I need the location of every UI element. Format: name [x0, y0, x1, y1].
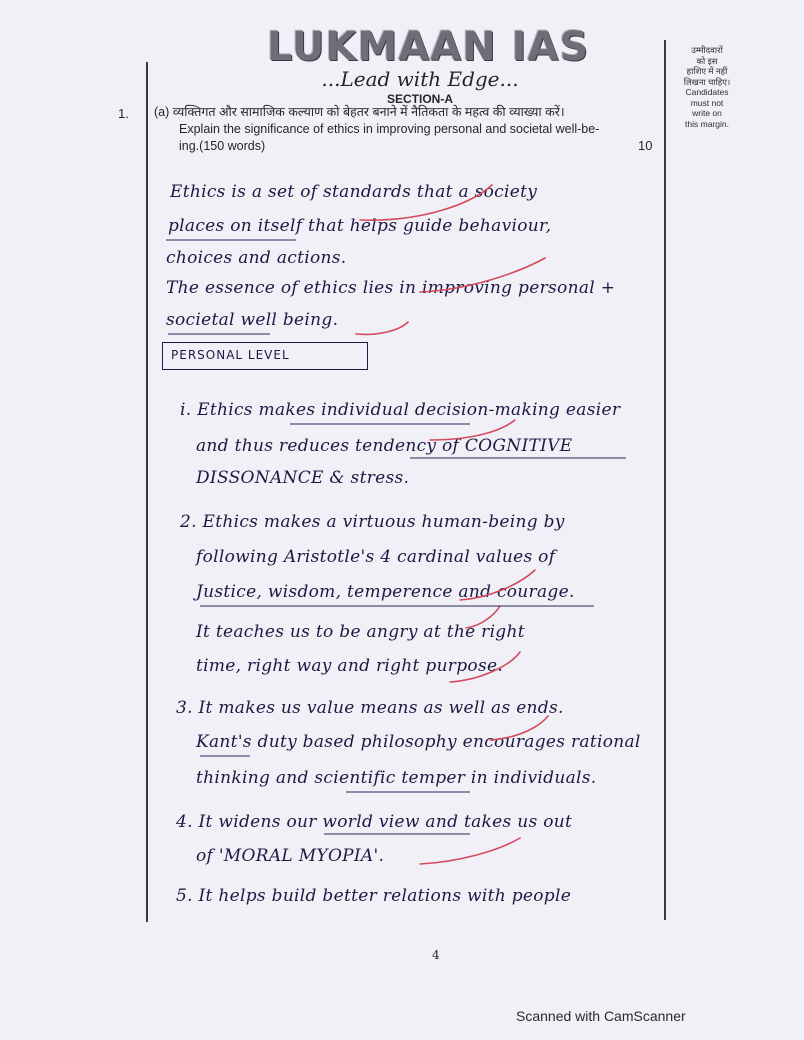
answer-line: Kant's duty based philosophy encourages rational: [196, 732, 641, 752]
red-tick-mark: [360, 185, 492, 220]
lukmaan-ias-logo: LUKMAAN IAS: [266, 24, 590, 70]
answer-line: 4. It widens our world view and takes us out: [176, 812, 573, 832]
camscanner-watermark: Scanned with CamScanner: [516, 1008, 686, 1024]
logo-tagline: ...Lead with Edge...: [321, 67, 519, 91]
answer-line: 3. It makes us value means as well as ends.: [176, 698, 564, 718]
red-tick-mark: [460, 570, 535, 600]
question-number: 1.: [118, 106, 129, 121]
answer-line: DISSONANCE & stress.: [196, 468, 410, 488]
margin-hindi-line: उम्मीदवारों: [691, 45, 723, 55]
margin-english-line: this margin.: [685, 118, 729, 129]
answer-line: The essence of ethics lies in improving personal +: [166, 278, 616, 298]
answer-line: of 'MORAL MYOPIA'.: [196, 846, 385, 866]
answer-line: It teaches us to be angry at the right: [196, 622, 525, 642]
margin-english-line: write on: [692, 108, 722, 118]
red-tick-mark: [450, 652, 520, 682]
answer-line: Justice, wisdom, temperence and courage.: [196, 582, 575, 602]
answer-line: time, right way and right purpose.: [196, 656, 504, 676]
answer-line: and thus reduces tendency of COGNITIVE: [196, 436, 573, 456]
personal-level-box: PERSONAL LEVEL: [162, 342, 368, 370]
answer-line: following Aristotle's 4 cardinal values of: [196, 547, 556, 567]
margin-hindi-line: लिखना चाहिए।: [683, 76, 731, 87]
section-heading: SECTION-A: [387, 92, 453, 106]
red-tick-mark: [466, 606, 500, 628]
red-tick-mark: [490, 716, 548, 740]
answer-line: societal well being.: [166, 310, 339, 330]
margin-english-line: must not: [690, 97, 724, 108]
answer-line: places on itself that helps guide behaviour,: [168, 216, 552, 236]
margin-hindi-line: हाशिए में नहीं: [686, 66, 728, 76]
question-english-line1: Explain the significance of ethics in improving personal and societal well-be-: [179, 122, 600, 136]
red-tick-mark: [430, 420, 515, 440]
question-marks: 10: [638, 138, 653, 153]
red-tick-mark: [420, 838, 520, 864]
answer-line: 5. It helps build better relations with people: [176, 886, 572, 906]
question-english-line2: ing.(150 words): [179, 139, 266, 153]
answer-line: 2. Ethics makes a virtuous human-being by: [180, 512, 565, 532]
answer-line: thinking and scientific temper in individuals.: [196, 768, 597, 788]
answer-line: Ethics is a set of standards that a society: [170, 182, 538, 202]
question-hindi: (a) व्यक्तिगत और सामाजिक कल्याण को बेहतर बनाने में नैतिकता के महत्व की व्याख्या करें।: [154, 105, 565, 119]
red-tick-mark: [420, 258, 545, 292]
page-number: 4: [432, 948, 440, 962]
answer-line: i. Ethics makes individual decision-making easier: [180, 400, 621, 420]
margin-english-line: Candidates: [685, 87, 729, 97]
margin-hindi-line: को इस: [696, 55, 718, 66]
red-tick-mark: [356, 322, 408, 334]
answer-line: choices and actions.: [166, 248, 347, 268]
